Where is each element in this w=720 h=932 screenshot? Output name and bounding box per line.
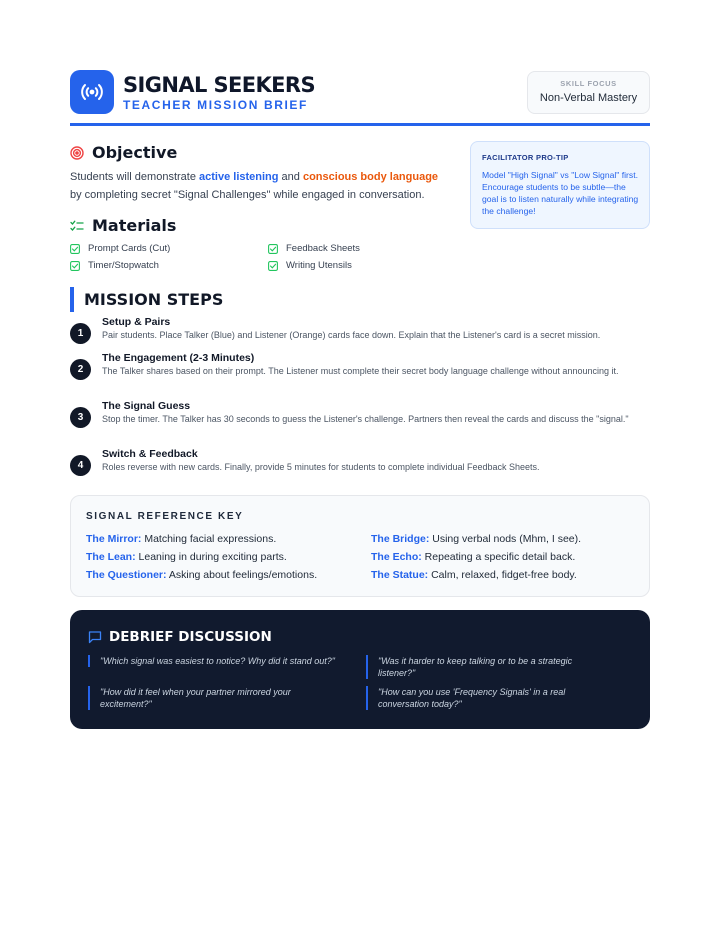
- objective-heading: [70, 143, 177, 162]
- step-title: Switch & Feedback: [102, 448, 198, 460]
- checklist-icon: [70, 219, 84, 233]
- reference-item: The Bridge: Using verbal nods (Mhm, I see).: [371, 533, 582, 545]
- step-title: The Engagement (2-3 Minutes): [102, 352, 255, 364]
- broadcast-signal-icon: [70, 70, 114, 114]
- debrief-title: DEBRIEF DISCUSSION: [109, 629, 272, 645]
- page-header: [70, 70, 650, 118]
- debrief-question: "How can you use 'Frequency Signals' in a real conversation today?": [366, 686, 606, 710]
- step-number: 3: [70, 407, 91, 428]
- chat-bubble-icon: [88, 630, 102, 644]
- step-description: Pair students. Place Talker (Blue) and Listener (Orange) cards face down. Explain that the Listener's card is a secret mission.: [102, 330, 601, 340]
- mission-steps-title: MISSION STEPS: [84, 290, 224, 309]
- debrief-question: "Which signal was easiest to notice? Why did it stand out?": [88, 655, 343, 667]
- checkbox-checked-icon: [70, 244, 80, 254]
- step-description: The Talker shares based on their prompt. The Listener must complete their secret body language challenge without announcing it.: [102, 366, 619, 376]
- objective-title: Objective: [92, 143, 178, 162]
- step-title: The Signal Guess: [102, 400, 191, 412]
- reference-item: The Mirror: Matching facial expressions.: [86, 533, 277, 545]
- checkbox-checked-icon: [268, 261, 278, 271]
- materials-heading: [70, 216, 176, 235]
- step-title: Setup & Pairs: [102, 316, 171, 328]
- checkbox-checked-icon: [268, 244, 278, 254]
- reference-item: The Statue: Calm, relaxed, fidget-free body.: [371, 569, 577, 581]
- reference-item: The Questioner: Asking about feelings/emotions.: [86, 569, 318, 581]
- reference-item: The Echo: Repeating a specific detail back.: [371, 551, 576, 563]
- step-number: 4: [70, 455, 91, 476]
- steps-accent-bar: [70, 287, 74, 312]
- objective-text: Students will demonstrate active listening and conscious body language by completing secret "Signal Challenges" while engaged in conversation.: [70, 171, 439, 201]
- step-number: 1: [70, 323, 91, 344]
- signal-reference-key: [70, 495, 650, 597]
- header-divider: [70, 123, 650, 126]
- material-item: Timer/Stopwatch: [70, 260, 159, 271]
- reference-title: SIGNAL REFERENCE KEY: [86, 511, 244, 522]
- step-number: 2: [70, 359, 91, 380]
- step-description: Stop the timer. The Talker has 30 seconds to guess the Listener's challenge. Partners then reveal the cards and discuss the "signal.": [102, 414, 629, 424]
- page-subtitle: TEACHER MISSION BRIEF: [123, 98, 308, 112]
- facilitator-pro-tip: [470, 141, 650, 229]
- debrief-discussion: [70, 610, 650, 729]
- skill-focus-box: [527, 71, 650, 114]
- target-icon: [70, 146, 84, 160]
- reference-item: The Lean: Leaning in during exciting parts.: [86, 551, 287, 563]
- highlight-active-listening: active listening: [199, 171, 279, 183]
- highlight-body-language: conscious body language: [302, 171, 439, 183]
- material-item: Feedback Sheets: [268, 243, 360, 254]
- debrief-question: "How did it feel when your partner mirrored your excitement?": [88, 686, 343, 710]
- debrief-heading: [88, 629, 272, 645]
- page-title: SIGNAL SEEKERS: [123, 73, 316, 97]
- skill-focus-value: Non-Verbal Mastery: [539, 92, 638, 104]
- pro-tip-label: FACILITATOR PRO-TIP: [482, 153, 569, 162]
- material-item: Writing Utensils: [268, 260, 352, 271]
- pro-tip-text: Model "High Signal" vs "Low Signal" first. Encourage students to be subtle—the goal is to listen naturally while integrating the challenge!: [482, 170, 639, 216]
- debrief-question: "Was it harder to keep talking or to be a strategic listener?": [366, 655, 606, 679]
- material-item: Prompt Cards (Cut): [70, 243, 170, 254]
- checkbox-checked-icon: [70, 261, 80, 271]
- materials-title: Materials: [92, 216, 177, 235]
- skill-focus-label: SKILL FOCUS: [560, 79, 617, 88]
- step-description: Roles reverse with new cards. Finally, provide 5 minutes for students to complete individual Feedback Sheets.: [102, 462, 540, 472]
